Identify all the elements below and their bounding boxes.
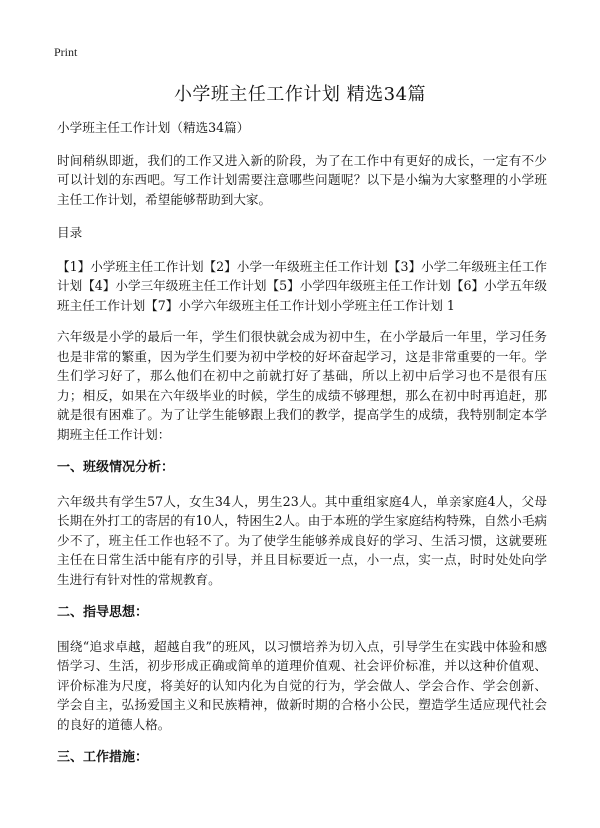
toc-heading: 目录 [57,225,83,240]
intro-paragraph: 时间稍纵即逝，我们的工作又进入新的阶段，为了在工作中有更好的成长，一定有不少可以计划的东西吧。写工作计划需要注意哪些问题呢？以下是小编为大家整理的小学班主任工作计划，希望能够帮助到大家。 [57,152,547,207]
toc-link-1[interactable]: 【1】小学班主任工作计划 [57,258,204,274]
section-heading-guiding-ideas: 二、指导思想： [57,605,149,620]
toc-link-6[interactable]: 【6】小学五年级班主任工作计划 [57,278,548,313]
document-body [57,118,547,782]
body-paragraph: 六年级是小学的最后一年，学生们很快就会成为初中生，在小学最后一年里，学习任务也是非常的繁重，因为学生们要为初中学校的好坏奋起学习，这是非常重要的一年。学生们学习好了，那么他们在初中之前就打好了基础，所以上初中后学习也不是很有压力；相反，如果在六年级毕业的时候，学生的成绩不够理想，那么在初中时再追赶，那就是很有困难了。为了让学生能够跟上我们的教学，提高学生的成绩，我特别制定本学期班主任工作计划： [57,329,547,442]
table-of-contents [57,257,547,316]
section-heading-class-analysis: 一、班级情况分析： [57,460,175,475]
toc-link-7[interactable]: 【7】小学六年级班主任工作计划 [145,297,330,313]
toc-link-4[interactable]: 【4】小学三年级班主任工作计划 [82,278,267,293]
body-paragraph: 六年级共有学生57人，女生34人，男生23人。其中重组家庭4人，单亲家庭4人，父母长期在外打工的寄居的有10人，特困生2人。由于本班的学生家庭结构特殊，自然小毛病少不了，班主任工作也轻不了。为了使学生能够养成良好的学习、生活习惯，这就要班主任在日常生活中能有序的引导，并且目标要近一点，小一点，实一点，时时处处向学生进行有针对性的常规教育。 [57,493,548,587]
page-title: 小学班主任工作计划 精选34篇 [173,84,427,105]
print-link[interactable]: Print [54,45,78,59]
toc-link-2[interactable]: 【2】小学一年级班主任工作计划 [203,258,388,274]
body-paragraph: 围绕“追求卓越，超越自我”的班风，以习惯培养为切入点，引导学生在实践中体验和感悟学习、生活，初步形成正确或简单的道理价值观、社会评价标准，并以这种价值观、评价标准为尺度，将美好的认知内化为自觉的行为，学会做人、学会合作、学会创新、学会自主，弘扬爱国主义和民族精神，做新时期的合格小公民，塑造学生适应现代社会的良好的道德人格。 [57,638,547,732]
section-title-1: 小学班主任工作计划 1 [329,297,455,313]
section-heading-measures: 三、工作措施： [57,750,149,765]
toc-link-3[interactable]: 【3】小学二年级班主任工作计划 [57,258,548,293]
toc-link-5[interactable]: 【5】小学四年级班主任工作计划 [266,278,451,293]
document-subtitle: 小学班主任工作计划（精选34篇） [57,120,250,135]
